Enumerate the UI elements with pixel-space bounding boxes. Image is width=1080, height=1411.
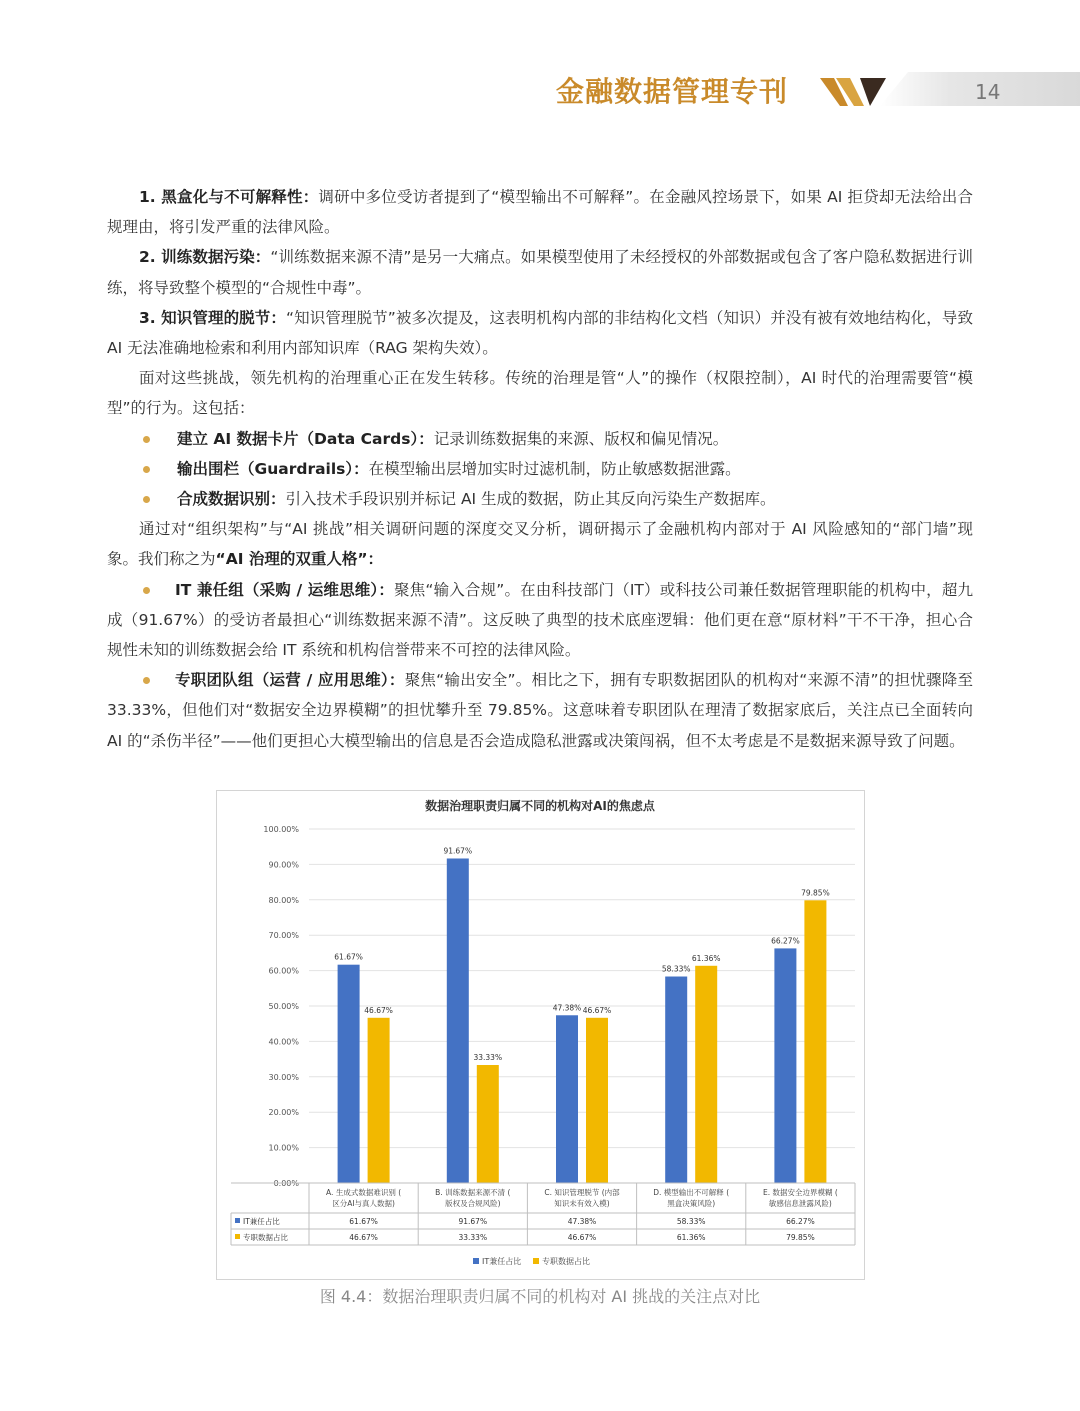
y-tick-label: 10.00% bbox=[268, 1143, 299, 1153]
x-category-label: C. 知识管理脱节 (内部 bbox=[544, 1188, 620, 1197]
paragraph-5-text: 通过对“组织架构”与“AI 挑战”相关调研问题的深度交叉分析，调研揭示了金融机构内部对于 AI 风险感知的“部门墙”现象。我们称之为 bbox=[107, 520, 973, 569]
y-tick-label: 20.00% bbox=[268, 1108, 299, 1118]
chart-container bbox=[216, 790, 865, 1280]
table-legend-swatch bbox=[235, 1234, 240, 1239]
paragraph-1 bbox=[107, 182, 973, 242]
bar-data-label: 91.67% bbox=[443, 846, 473, 856]
legend-swatch bbox=[533, 1258, 539, 1264]
bullet-1-text: 记录训练数据集的来源、版权和偏见情况。 bbox=[433, 429, 729, 448]
bar-data-label: 47.38% bbox=[552, 1003, 582, 1013]
paragraph-1-heading: 1. 黑盒化与不可解释性： bbox=[139, 188, 319, 206]
bar-data-label: 46.67% bbox=[364, 1005, 393, 1015]
table-series-name: IT兼任占比 bbox=[243, 1217, 280, 1226]
paragraph-3-heading: 3. 知识管理的脱节： bbox=[139, 308, 286, 327]
table-cell-value: 66.27% bbox=[786, 1217, 815, 1226]
brand-title: 金融数据管理专刊 bbox=[556, 75, 789, 108]
bar-data-label: 58.33% bbox=[661, 964, 691, 974]
bullet-1-heading: 建立 AI 数据卡片（Data Cards）： bbox=[177, 429, 434, 448]
y-tick-label: 40.00% bbox=[268, 1037, 299, 1047]
y-tick-label: 30.00% bbox=[268, 1072, 299, 1082]
bar-it bbox=[774, 948, 796, 1183]
bar-data-label: 61.67% bbox=[334, 952, 363, 962]
y-tick-label: 70.00% bbox=[268, 931, 299, 941]
paragraph-3 bbox=[107, 303, 973, 363]
bullet-dot-icon bbox=[143, 466, 150, 473]
y-tick-label: 80.00% bbox=[268, 895, 299, 905]
table-cell-value: 61.67% bbox=[349, 1217, 378, 1226]
chart-title: 数据治理职责归属不同的机构对AI的焦虑点 bbox=[425, 799, 655, 813]
table-cell-value: 58.33% bbox=[676, 1217, 706, 1226]
bullet-2-text: 在模型输出层增加实时过滤机制，防止敏感数据泄露。 bbox=[368, 459, 741, 478]
paragraph-1-text: 调研中多位受访者提到了“模型输出不可解释”。在金融风控场景下，如果 AI 拒贷却无法给出合规理由，将引发严重的法律风险。 bbox=[107, 188, 973, 237]
table-cell-value: 46.67% bbox=[349, 1233, 378, 1242]
bullet-dot-icon bbox=[143, 436, 150, 443]
x-category-label: A. 生成式数据难识别 ( bbox=[326, 1188, 402, 1197]
x-category-label: 敏感信息泄露风险) bbox=[768, 1199, 832, 1208]
legend-label: 专职数据占比 bbox=[542, 1257, 590, 1266]
paragraph-2-text: “训练数据来源不清”是另一大痛点。如果模型使用了未经授权的外部数据或包含了客户隐私数据进行训练，将导致整个模型的“合规性中毒”。 bbox=[107, 248, 973, 297]
bar-it bbox=[556, 1015, 578, 1183]
paragraph-4: 面对这些挑战，领先机构的治理重心正在发生转移。传统的治理是管“人”的操作（权限控制），AI 时代的治理需要管“模型”的行为。这包括： bbox=[107, 369, 973, 418]
bar-it bbox=[665, 977, 687, 1183]
paragraph-5 bbox=[107, 514, 973, 574]
table-legend-swatch bbox=[235, 1218, 240, 1223]
table-cell-value: 46.67% bbox=[567, 1233, 597, 1242]
bullet-3-text: 引入技术手段识别并标记 AI 生成的数据，防止其反向污染生产数据库。 bbox=[285, 490, 776, 509]
x-category-label: 知识未有效入模) bbox=[554, 1199, 610, 1208]
table-cell-value: 79.85% bbox=[786, 1233, 815, 1242]
bar-data-label: 79.85% bbox=[801, 888, 830, 898]
y-tick-label: 50.00% bbox=[268, 1002, 299, 1011]
paragraph-3-text: “知识管理脱节”被多次提及，这表明机构内部的非结构化文档（知识）并没有被有效地结构化，导致 AI 无法准确地检索和利用内部知识库（RAG 架构失效）。 bbox=[107, 308, 973, 358]
x-category-label: D. 模型输出不可解释 ( bbox=[653, 1188, 730, 1197]
x-category-label: 版权及合规风险) bbox=[445, 1199, 501, 1208]
body-text bbox=[107, 182, 973, 756]
bullet-it-group bbox=[107, 575, 973, 666]
x-category-label: E. 数据安全边界模糊 ( bbox=[762, 1188, 838, 1197]
paragraph-2 bbox=[107, 242, 973, 302]
bar-chart bbox=[217, 791, 864, 1279]
bar-dedicated bbox=[804, 900, 826, 1183]
bullet-dedicated-team bbox=[107, 665, 973, 756]
legend-swatch bbox=[473, 1258, 479, 1264]
legend-label: IT兼任占比 bbox=[482, 1257, 522, 1266]
bullet-dot-icon bbox=[143, 677, 150, 684]
bullet-synthetic-data bbox=[107, 484, 973, 514]
y-tick-label: 90.00% bbox=[268, 860, 299, 870]
bullet-5-text: 聚焦“输出安全”。相比之下，拥有专职数据团队的机构对“来源不清”的担忧骤降至 33.33%，但他们对“数据安全边界模糊”的担忧攀升至 79.85%。这意味着专职团队在理清了数据家底后，关注点已全面转向 AI 的“杀伤半径”——他们更担心大模型输出的信息是否会造成隐私泄露或决策闯祸，但不太考虑是不是数据来源导致了问题。 bbox=[107, 671, 973, 750]
table-cell-value: 33.33% bbox=[458, 1233, 488, 1242]
bar-dedicated bbox=[695, 966, 717, 1183]
x-category-label: B. 训练数据来源不清 ( bbox=[435, 1188, 511, 1197]
bar-dedicated bbox=[368, 1018, 390, 1183]
bar-data-label: 66.27% bbox=[771, 936, 800, 946]
figure-caption: 图 4.4：数据治理职责归属不同的机构对 AI 挑战的关注点对比 bbox=[319, 1287, 761, 1306]
table-cell-value: 47.38% bbox=[567, 1217, 597, 1226]
bullet-4-text: 聚焦“输入合规”。在由科技部门（IT）或科技公司兼任数据管理职能的机构中，超九成（91.67%）的受访者最担心“训练数据来源不清”。这反映了典型的技术底座逻辑：他们更在意“原材料”干不干净，担心合规性未知的训练数据会给 IT 系统和机构信誉带来不可控的法律风险。 bbox=[107, 580, 973, 660]
bar-it bbox=[338, 965, 360, 1183]
bar-dedicated bbox=[477, 1065, 499, 1183]
y-tick-label: 100.00% bbox=[263, 825, 299, 834]
table-cell-value: 61.36% bbox=[676, 1233, 706, 1242]
bullet-4-heading: IT 兼任组（采购 / 运维思维）： bbox=[175, 580, 395, 599]
bullet-dot-icon bbox=[143, 496, 150, 503]
bar-data-label: 46.67% bbox=[582, 1005, 612, 1015]
page-number: 14 bbox=[975, 80, 1001, 104]
paragraph-2-heading: 2. 训练数据污染： bbox=[139, 248, 271, 267]
brand-logo-icon bbox=[820, 70, 890, 110]
bullet-data-cards bbox=[107, 424, 973, 454]
bar-data-label: 61.36% bbox=[691, 953, 721, 963]
y-tick-label: 0.00% bbox=[273, 1179, 299, 1188]
x-category-label: 区分AI与真人数据) bbox=[332, 1199, 395, 1208]
bullet-2-heading: 输出围栏（Guardrails）： bbox=[177, 459, 369, 478]
paragraph-5-emphasis: “AI 治理的双重人格”： bbox=[215, 550, 384, 569]
bullet-guardrails bbox=[107, 454, 973, 484]
bullet-dot-icon bbox=[143, 587, 150, 594]
y-tick-label: 60.00% bbox=[268, 966, 299, 976]
bar-dedicated bbox=[586, 1018, 608, 1183]
bar-it bbox=[447, 858, 469, 1183]
bullet-5-heading: 专职团队组（运营 / 应用思维）： bbox=[175, 671, 405, 690]
bullet-3-heading: 合成数据识别： bbox=[177, 490, 286, 509]
bar-data-label: 33.33% bbox=[473, 1053, 503, 1063]
table-cell-value: 91.67% bbox=[458, 1217, 488, 1226]
x-category-label: 黑盒决策风险) bbox=[667, 1199, 716, 1208]
table-series-name: 专职数据占比 bbox=[243, 1233, 288, 1242]
